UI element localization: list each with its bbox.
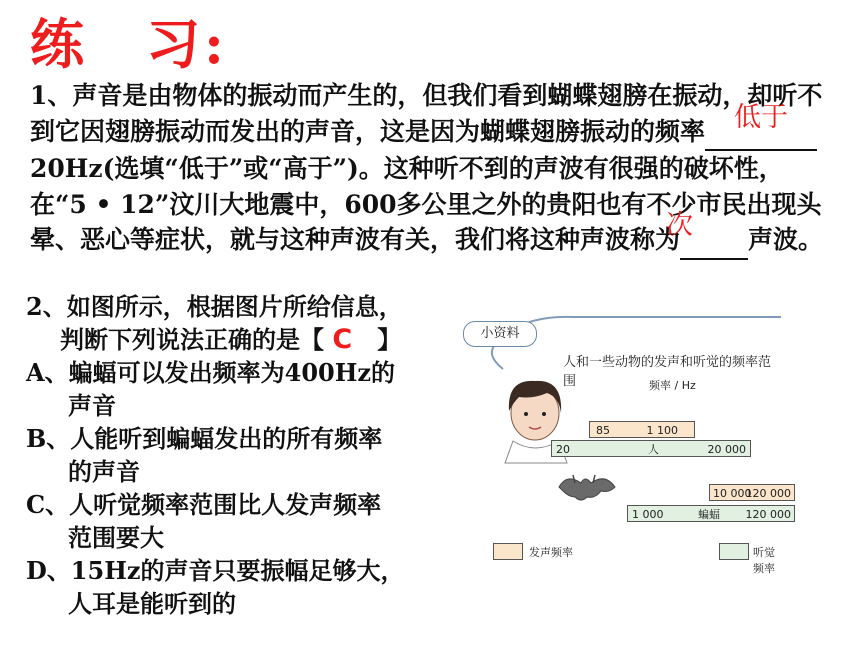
question-2-stem-line-1: 2、如图所示，根据图片所给信息， (26, 292, 403, 321)
frequency-figure (463, 293, 791, 583)
question-2-answer: C (332, 324, 353, 355)
legend-hear-label: 听觉频率 (753, 546, 775, 575)
answer-blank-1 (705, 101, 817, 152)
option-b-cont: 的声音 (68, 457, 140, 486)
page-title: 练 习: (30, 12, 228, 76)
bat-emit-high: 120 000 (745, 487, 791, 500)
option-a-cont: 声音 (68, 391, 116, 420)
human-hear-bar (551, 440, 751, 457)
answer-2: 次 (666, 210, 694, 241)
legend-emit-label: 发声频率 (529, 546, 573, 559)
answer-blank-2 (666, 210, 748, 260)
question-2 (26, 290, 466, 620)
human-emit-high: 1 100 (646, 424, 678, 437)
option-b: B、人能听到蝙蝠发出的所有频率 (26, 424, 383, 453)
answer-1: 低于 (734, 101, 789, 133)
bat-icon (559, 475, 615, 500)
human-hear-low: 20 (556, 443, 570, 456)
bat-label: 蝙蝠 (698, 508, 720, 521)
human-emit-bar (589, 421, 695, 438)
human-emit-low: 85 (596, 424, 610, 437)
question-1-text-c: 声波。 (748, 225, 824, 254)
question-1-text-b: 20Hz(选填“低于”或“高于”)。这种听不到的声波有很强的破坏性，在“5 • 12”汶川大地震中，600多公里之外的贵阳也有不少市民出现头晕、恶心等症状，就与这种声波有关，我们将这种声波称为 (30, 154, 822, 254)
question-1-text-a: 1、声音是由物体的振动而产生的，但我们看到蝴蝶翅膀在振动，却听不到它因翅膀振动而发出的声音，这是因为蝴蝶翅膀振动的频率 (30, 81, 823, 146)
bat-hear-low: 1 000 (632, 508, 664, 521)
bat-emit-low: 10 000 (713, 487, 752, 500)
question-1 (30, 78, 830, 260)
legend-emit-swatch (493, 543, 523, 560)
axis-unit-label: 频率 / Hz (649, 379, 696, 392)
option-c-cont: 范围要大 (68, 523, 164, 552)
bat-hear-high: 120 000 (745, 508, 791, 521)
info-tag: 小资料 (463, 321, 537, 347)
header-swoosh-line (499, 317, 781, 341)
human-label: 人 (648, 443, 659, 456)
question-2-stem-line-2 (26, 323, 466, 356)
figure-title: 人和一些动物的发声和听觉的频率范围 (563, 355, 772, 389)
human-hear-high: 20 000 (707, 443, 746, 456)
stem-text: 判断下列说法正确的是【 (60, 325, 324, 354)
bat-hear-bar (627, 505, 795, 522)
stem-bracket-close: 】 (377, 325, 402, 354)
option-d: D、15Hz的声音只要振幅足够大， (26, 556, 405, 585)
option-a: A、蝙蝠可以发出频率为400Hz的 (26, 358, 396, 387)
legend-hear-swatch (719, 543, 749, 560)
option-c: C、人听觉频率范围比人发声频率 (26, 490, 382, 519)
bat-emit-bar (709, 484, 795, 501)
option-d-cont: 人耳是能听到的 (68, 589, 236, 618)
